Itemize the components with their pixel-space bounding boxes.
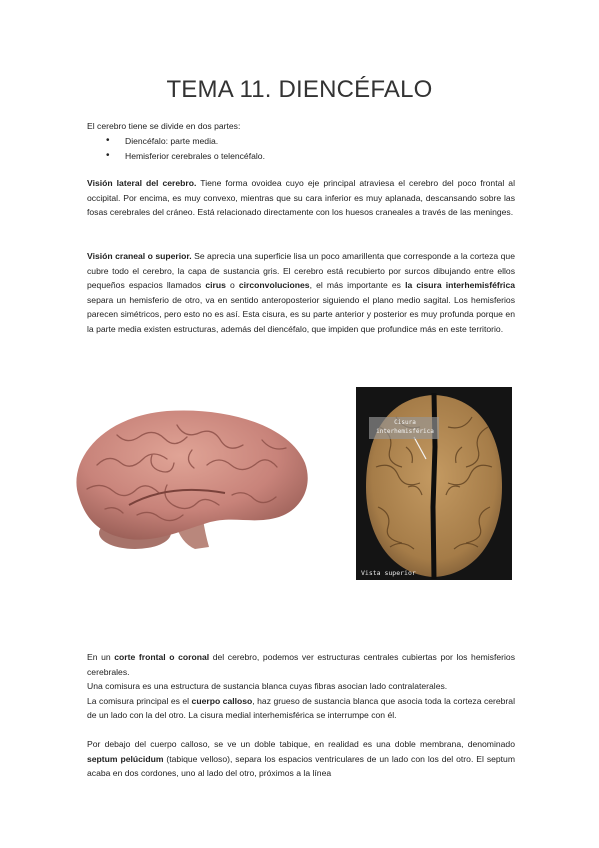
cisura-term: la cisura interhemisféfrica xyxy=(405,280,515,290)
cranial-view-heading: Visión craneal o superior. xyxy=(87,251,192,261)
comisura-paragraph: Una comisura es una estructura de sustancia blanca cuyas fibras asocian lado contralaterales. xyxy=(87,681,448,691)
frontal-paragraph-1 xyxy=(87,650,515,679)
lateral-view-text: Tiene forma ovoidea cuyo eje principal atraviesa el cerebro del poco frontal al occipital. Por encima, es muy convexo, mientras que su cara inferior es muy aplanada, descansando sobre las fosas cerebrales del cráneo. Está relacionado directamente con los huesos craneales a través de las meninges. xyxy=(87,178,515,217)
page-title: TEMA 11. DIENCÉFALO xyxy=(166,76,433,103)
intro-bullet-list xyxy=(106,134,265,163)
corte-frontal-term: corte frontal o coronal xyxy=(114,652,210,662)
cirus-term: cirus xyxy=(205,280,226,290)
intro-text: El cerebro tiene se divide en dos partes: xyxy=(87,121,241,131)
bullet-item: • Hemisferior cerebrales o telencéfalo. xyxy=(106,149,265,164)
cisura-label-line-1: Cisura xyxy=(394,419,416,426)
vista-superior-caption: Vista superior xyxy=(361,569,416,577)
lateral-view-heading: Visión lateral del cerebro. xyxy=(87,178,197,188)
circonvoluciones-term: circonvoluciones xyxy=(238,280,310,290)
lateral-view-paragraph xyxy=(87,176,515,220)
superior-brain-drawing xyxy=(356,387,512,580)
lateral-brain-image xyxy=(57,405,318,555)
cuerpo-calloso-term: cuerpo calloso xyxy=(191,695,253,706)
frontal-text-6: (tabique velloso), separa los espacios ventriculares de un lado con los del otro. El septum acaba en dos cordones, uno al lado del otro, próximos a la línea xyxy=(87,753,516,778)
cuerpo-calloso-paragraph xyxy=(87,694,515,723)
cisura-label-line-2: interhemisférica xyxy=(376,428,434,435)
septum-paragraph xyxy=(87,737,515,781)
cranial-view-paragraph xyxy=(87,249,515,336)
frontal-text-4: , haz grueso de sustancia blanca que asocia toda la corteza cerebral de un lado con la del otro. La cisura medial interhemisférica se interrumpe con él. xyxy=(87,695,515,720)
septum-term: septum pelúcidum xyxy=(87,753,164,764)
cranial-text-3: , el más importante es xyxy=(309,280,406,290)
frontal-text-5: Por debajo del cuerpo calloso, se ve un doble tabique, en realidad es una doble membrana, denominado xyxy=(87,739,515,749)
frontal-text-3: La comisura principal es el xyxy=(87,695,192,706)
frontal-text-1: En un xyxy=(87,652,115,662)
cranial-text-4: separa un hemisferio de otro, va en sentido anteroposterior siguiendo el plano medio sagital. Los hemisferios parecen simétricos, pero esto no es así. Esta cisura, es su parte anterior y posterior es muy profunda porque en la parte media existen estructuras, además del diencéfalo, que impiden que profundice más en este territorio. xyxy=(87,294,515,334)
bullet-item: • Diencéfalo: parte media. xyxy=(106,134,265,149)
cisura-label xyxy=(371,418,439,436)
superior-brain-image xyxy=(356,387,512,580)
frontal-text-2: del cerebro, podemos ver estructuras centrales cubiertas por los hemisferios cerebrales. xyxy=(87,652,515,677)
cranial-text-1: Se aprecia una superficie lisa un poco amarillenta que corresponde a la corteza que cubre todo el cerebro, la capa de sustancia gris. El cerebro está recubierto por surcos dibujando entre ellos pequeños espacios llamados xyxy=(87,251,515,290)
cranial-text-2: o xyxy=(225,280,239,290)
